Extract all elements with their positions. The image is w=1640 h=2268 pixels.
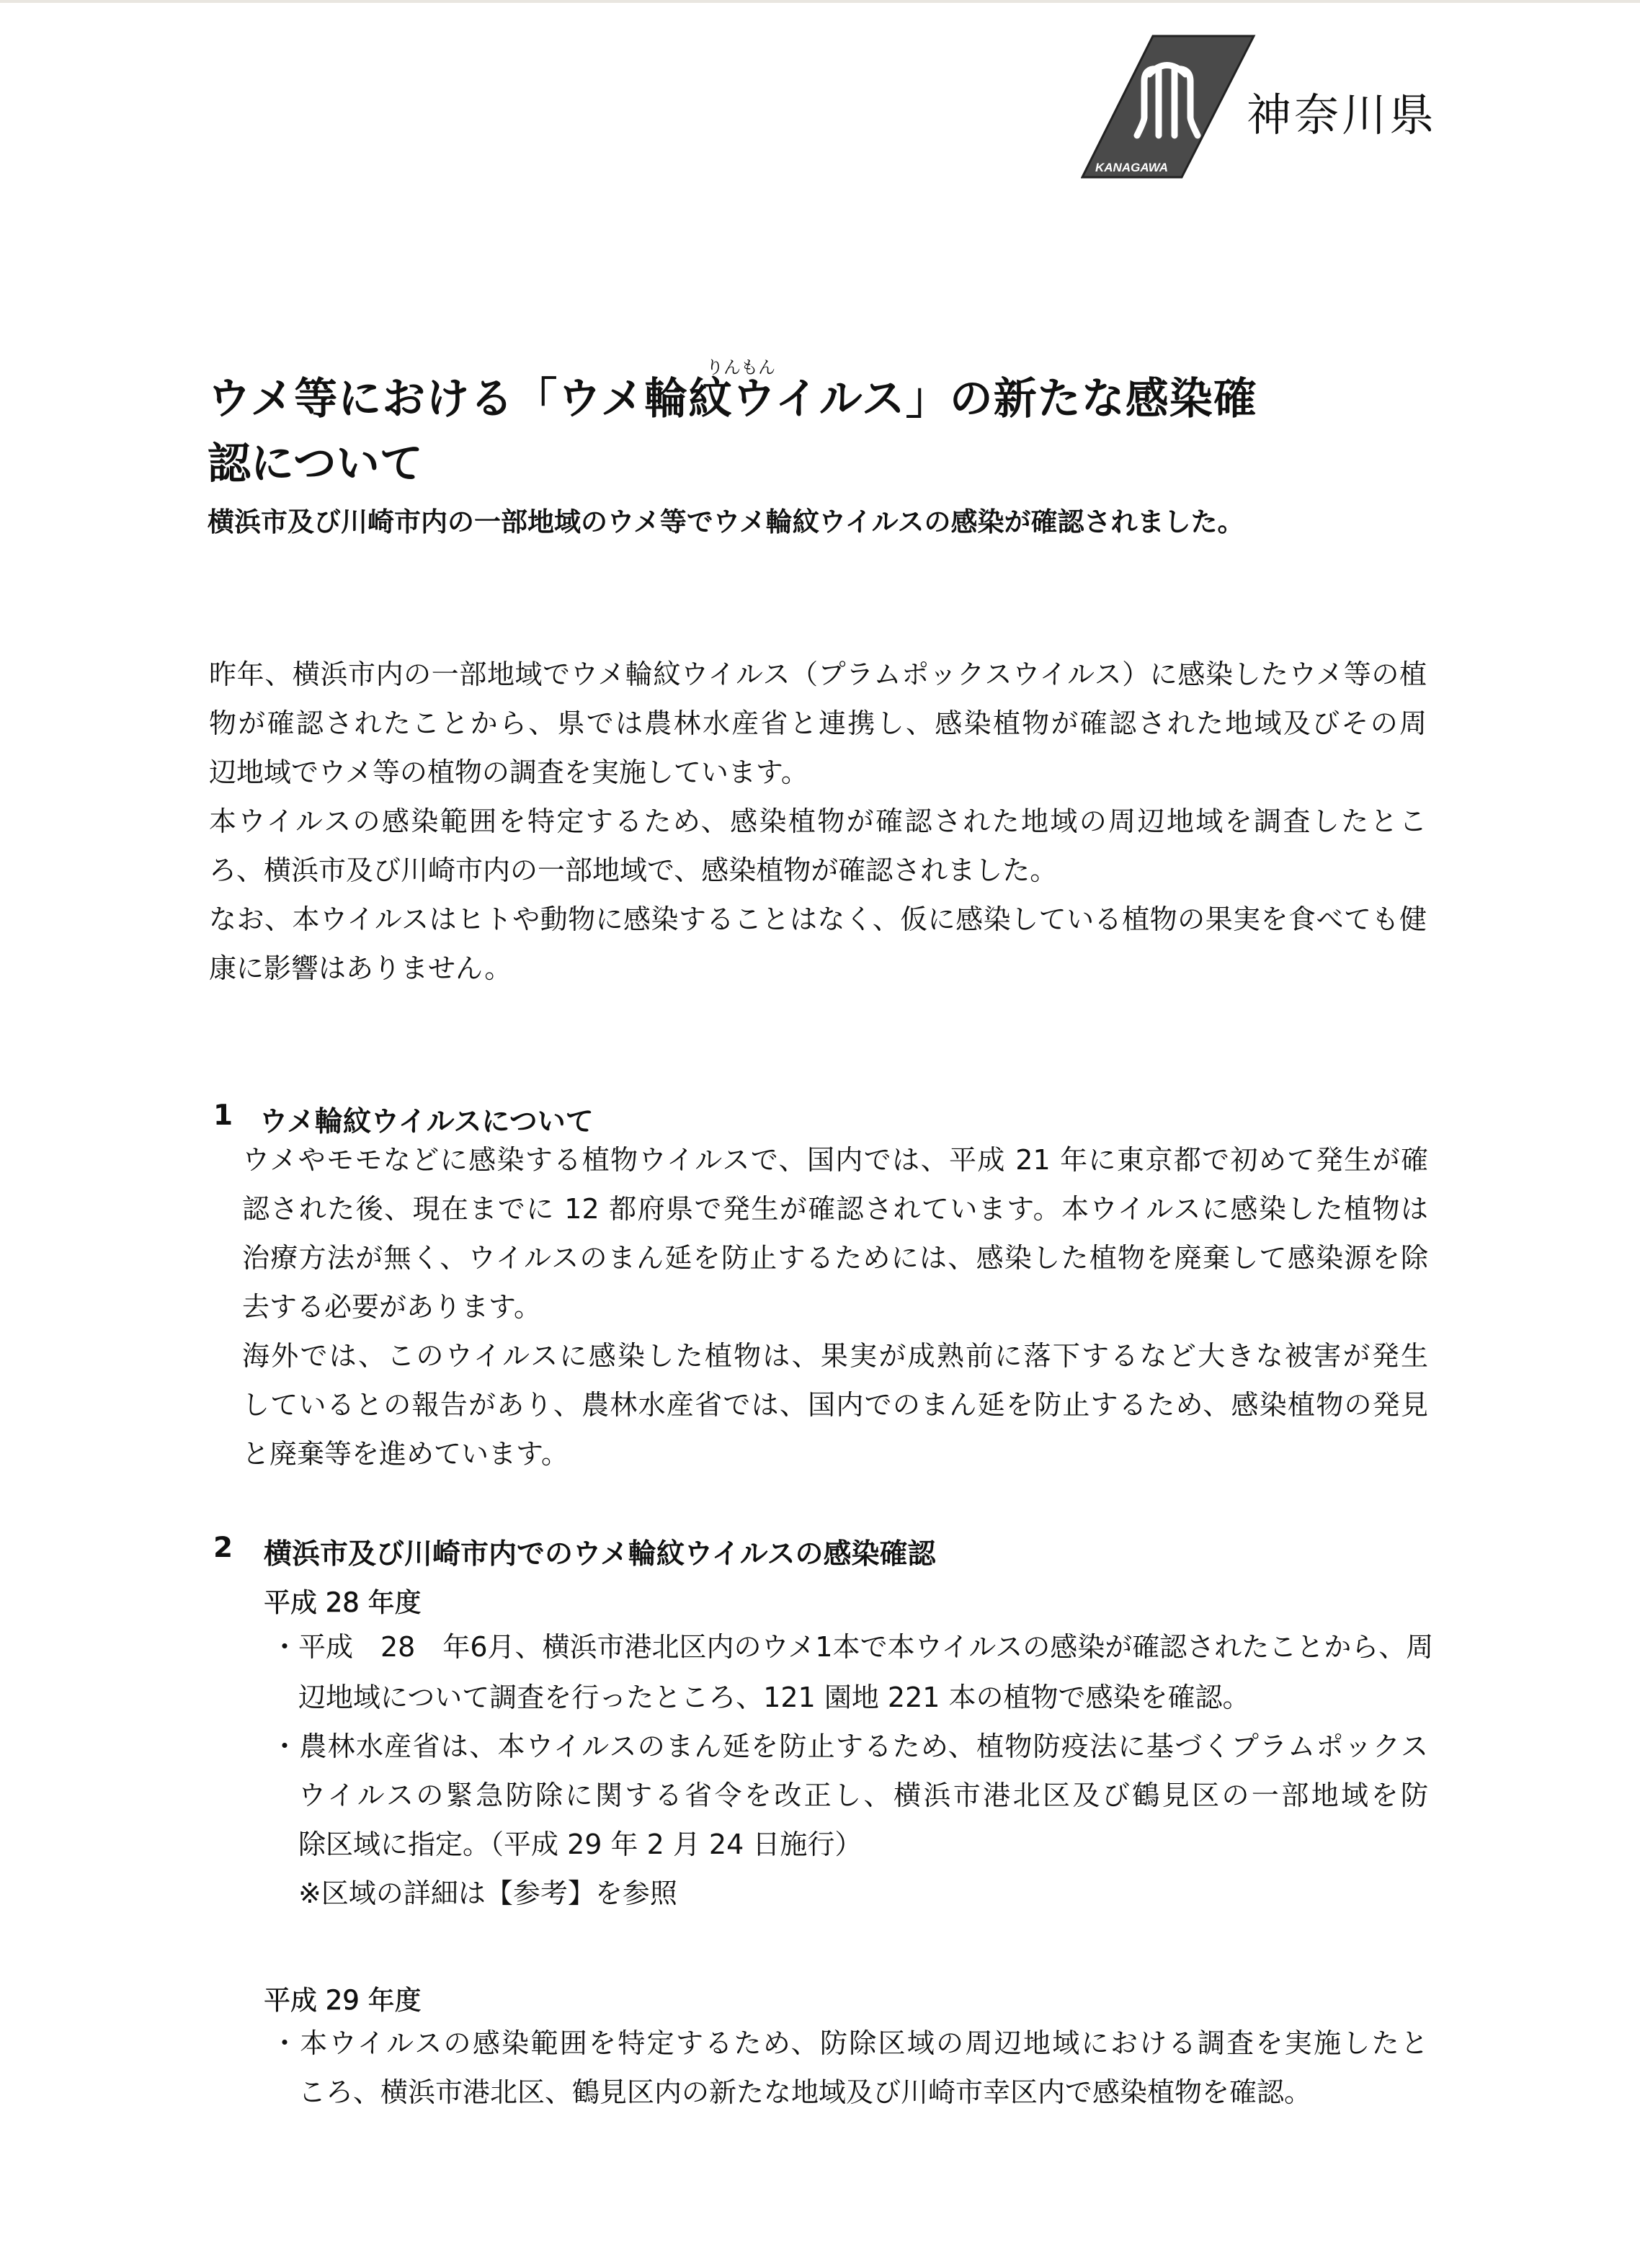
section-line: と廃棄等を進めています。	[242, 1438, 569, 1470]
intro-line: なお、本ウイルスはヒトや動物に感染することはなく、仮に感染している植物の果実を食べても健	[209, 903, 1427, 935]
fy29-line: ころ、横浜市港北区、鶴見区内の新たな地域及び川崎市幸区内で感染植物を確認。	[298, 2076, 1312, 2108]
intro-line: 昨年、横浜市内の一部地域でウメ輪紋ウイルス（プラムポックスウイルス）に感染したウメ等の植	[209, 658, 1427, 690]
page-title-line1: ウメ等における「ウメ輪紋ウイルス」の新たな感染確	[208, 374, 1257, 424]
section-heading: 横浜市及び川崎市内でのウメ輪紋ウイルスの感染確認	[264, 1538, 936, 1571]
fy29-line: ・本ウイルスの感染範囲を特定するため、防除区域の周辺地域における調査を実施したと	[271, 2027, 1428, 2059]
section-line: 認された後、現在までに 12 都府県で発生が確認されています。本ウイルスに感染した植物は	[242, 1193, 1428, 1225]
title-ruby: りんもん	[706, 357, 775, 378]
section-line: 海外では、このウイルスに感染した植物は、果実が成熟前に落下するなど大きな被害が発生	[242, 1340, 1428, 1372]
section-line: ウメやモモなどに感染する植物ウイルスで、国内では、平成 21 年に東京都で初めて発生が確	[242, 1144, 1428, 1176]
intro-line: 物が確認されたことから、県では農林水産省と連携し、感染植物が確認された地域及びその周	[209, 707, 1427, 739]
org-name: 神奈川県	[1247, 89, 1438, 141]
scan-edge	[0, 0, 1640, 3]
intro-line: 辺地域でウメ等の植物の調査を実施しています。	[209, 756, 808, 788]
reference-note: ※区域の詳細は【参考】を参照	[298, 1878, 677, 1909]
section-line: 去する必要があります。	[242, 1291, 541, 1323]
kanagawa-logo	[1081, 35, 1261, 182]
fy28-line: ・平成 28 年6月、横浜市港北区内のウメ1本で本ウイルスの感染が確認されたことから、周	[271, 1631, 1434, 1663]
section-line: しているとの報告があり、農林水産省では、国内でのまん延を防止するため、感染植物の発見	[242, 1389, 1428, 1421]
fy28-line: 辺地域について調査を行ったところ、121 園地 221 本の植物で感染を確認。	[298, 1682, 1250, 1713]
section-line: 治療方法が無く、ウイルスのまん延を防止するためには、感染した植物を廃棄して感染源を除	[242, 1242, 1428, 1274]
kanagawa-emblem-icon	[1081, 35, 1261, 179]
logo-caption: KANAGAWA	[1095, 161, 1169, 174]
intro-line: 本ウイルスの感染範囲を特定するため、感染植物が確認された地域の周辺地域を調査したとこ	[209, 805, 1427, 837]
fy28-line: ウイルスの緊急防除に関する省令を改正し、横浜市港北区及び鶴見区の一部地域を防	[298, 1780, 1428, 1811]
page-title-line2: 認について	[208, 439, 423, 489]
fy28-label: 平成 28 年度	[264, 1587, 422, 1618]
intro-line: ろ、横浜市及び川崎市内の一部地域で、感染植物が確認されました。	[209, 854, 1058, 886]
fy28-line: 除区域に指定。（平成 29 年 2 月 24 日施行）	[298, 1829, 863, 1860]
intro-line: 康に影響はありません。	[209, 952, 512, 984]
page-subtitle: 横浜市及び川崎市内の一部地域のウメ等でウメ輪紋ウイルスの感染が確認されました。	[208, 506, 1244, 537]
section-number: 1	[213, 1099, 233, 1132]
fy29-label: 平成 29 年度	[264, 1985, 422, 2016]
section-number: 2	[213, 1532, 233, 1564]
section-heading: ウメ輪紋ウイルスについて	[259, 1106, 594, 1138]
fy28-line: ・農林水産省は、本ウイルスのまん延を防止するため、植物防疫法に基づくプラムポックス	[271, 1731, 1428, 1762]
